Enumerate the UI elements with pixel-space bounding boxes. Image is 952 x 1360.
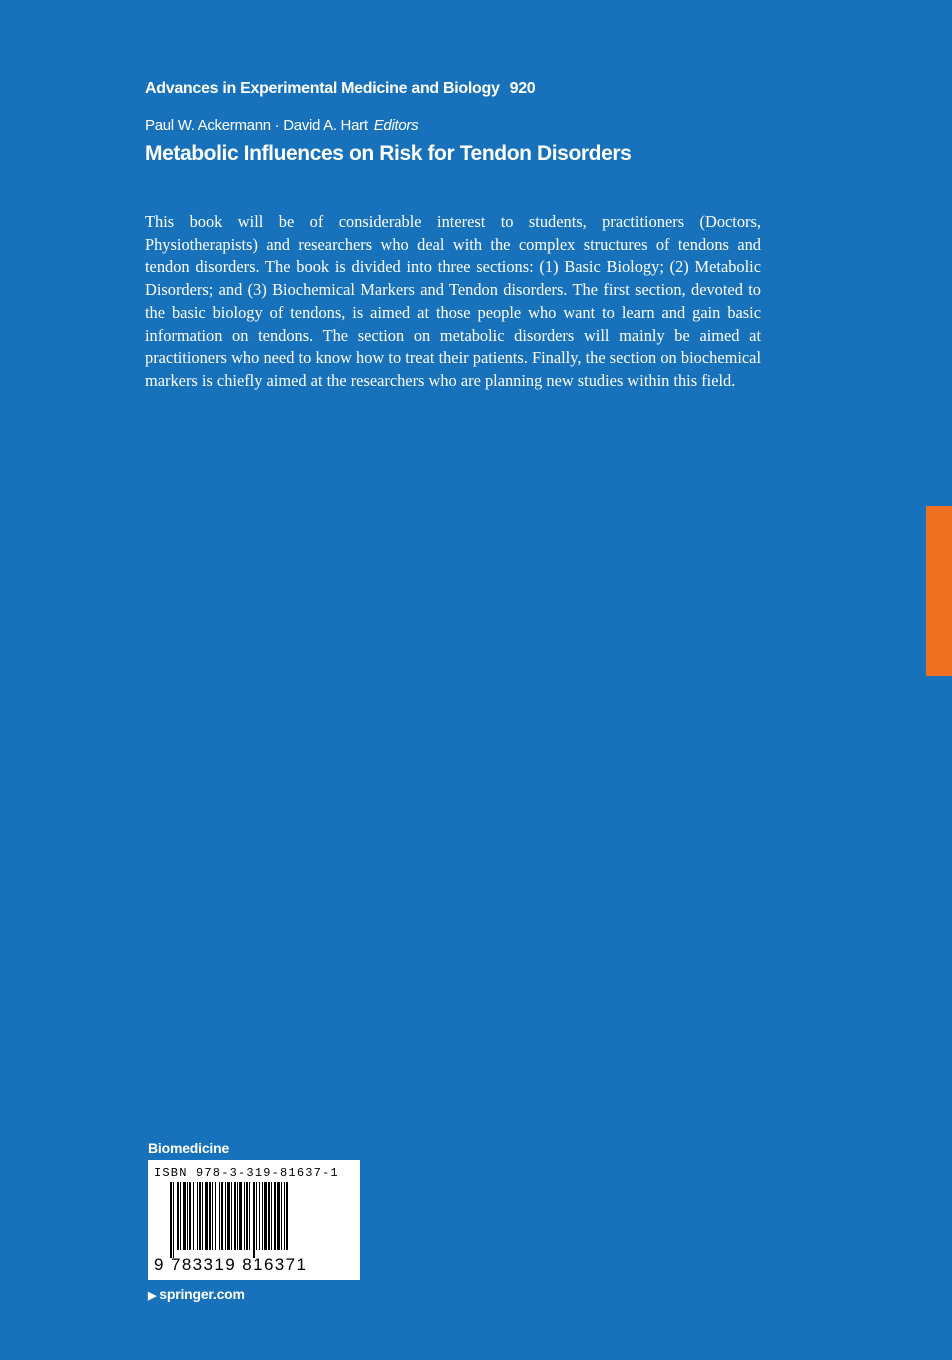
barcode-bar bbox=[170, 1182, 172, 1258]
series-name: Advances in Experimental Medicine and Biology bbox=[145, 80, 500, 97]
barcode-bar bbox=[256, 1182, 257, 1250]
accent-tab bbox=[926, 506, 952, 676]
book-title: Metabolic Influences on Risk for Tendon Disorders bbox=[145, 142, 632, 165]
editor-names: Paul W. Ackermann · David A. Hart bbox=[145, 117, 368, 134]
barcode-bar bbox=[234, 1182, 236, 1250]
barcode-bar bbox=[205, 1182, 208, 1250]
series-line bbox=[145, 80, 535, 98]
barcode-bar bbox=[209, 1182, 211, 1250]
barcode-bar bbox=[197, 1182, 198, 1250]
barcode-bar bbox=[202, 1182, 203, 1250]
barcode-bar bbox=[246, 1182, 248, 1250]
barcode-bar bbox=[187, 1182, 188, 1250]
barcode-bar bbox=[183, 1182, 186, 1250]
barcode-bar bbox=[237, 1182, 238, 1250]
barcode-bar bbox=[189, 1182, 191, 1250]
barcode-bar bbox=[193, 1182, 194, 1250]
barcode-bar bbox=[253, 1182, 255, 1258]
book-description: This book will be of considerable interest to students, practitioners (Doctors, Physiotherapists) and researchers who deal with the complex structures of tendons and tendon disorders. The book is divided into three sections: (1) Basic Biology; (2) Metabolic Disorders; and (3) Biochemical Markers and Tendon disorders. The first section, devoted to the basic biology of tendons, is aimed at those people who want to learn and gain basic information on tendons. The section on metabolic disorders will mainly be aimed at practitioners who need to know how to treat their patients. Finally, the section on biochemical markers is chiefly aimed at the researchers who are planning new studies within this field. bbox=[145, 212, 761, 390]
editors-role: Editors bbox=[373, 117, 419, 134]
publisher-website[interactable] bbox=[148, 1286, 245, 1302]
barcode-bar bbox=[249, 1182, 250, 1250]
barcode-bar bbox=[219, 1182, 220, 1250]
series-volume: 920 bbox=[509, 80, 536, 97]
barcode bbox=[148, 1160, 360, 1280]
barcode-bar bbox=[215, 1182, 216, 1250]
barcode-bar bbox=[259, 1182, 260, 1250]
barcode-bar bbox=[231, 1182, 232, 1250]
barcode-bar bbox=[284, 1182, 285, 1250]
barcode-bar bbox=[180, 1182, 181, 1250]
barcode-bar bbox=[225, 1182, 226, 1250]
barcode-bar bbox=[221, 1182, 223, 1250]
barcode-bar bbox=[271, 1182, 272, 1250]
barcode-bar bbox=[173, 1182, 174, 1258]
barcode-bar bbox=[199, 1182, 201, 1250]
barcode-bar bbox=[244, 1182, 245, 1250]
arrow-right-icon: ▶ bbox=[148, 1290, 157, 1302]
barcode-bar bbox=[177, 1182, 179, 1250]
barcode-bars bbox=[156, 1182, 352, 1260]
barcode-bar bbox=[277, 1182, 280, 1250]
subject-label: Biomedicine bbox=[148, 1140, 230, 1156]
barcode-bar bbox=[262, 1182, 263, 1250]
barcode-bar bbox=[274, 1182, 276, 1250]
barcode-bar bbox=[212, 1182, 213, 1250]
editors-line bbox=[145, 117, 418, 134]
barcode-bar bbox=[264, 1182, 267, 1250]
barcode-number: 9 783319 816371 bbox=[154, 1255, 308, 1274]
barcode-bar bbox=[286, 1182, 288, 1250]
barcode-bar bbox=[281, 1182, 282, 1250]
isbn-label: ISBN 978-3-319-81637-1 bbox=[154, 1166, 339, 1180]
barcode-bar bbox=[268, 1182, 270, 1250]
barcode-bar bbox=[239, 1182, 242, 1250]
website-text: springer.com bbox=[159, 1286, 245, 1302]
barcode-bar bbox=[227, 1182, 230, 1250]
